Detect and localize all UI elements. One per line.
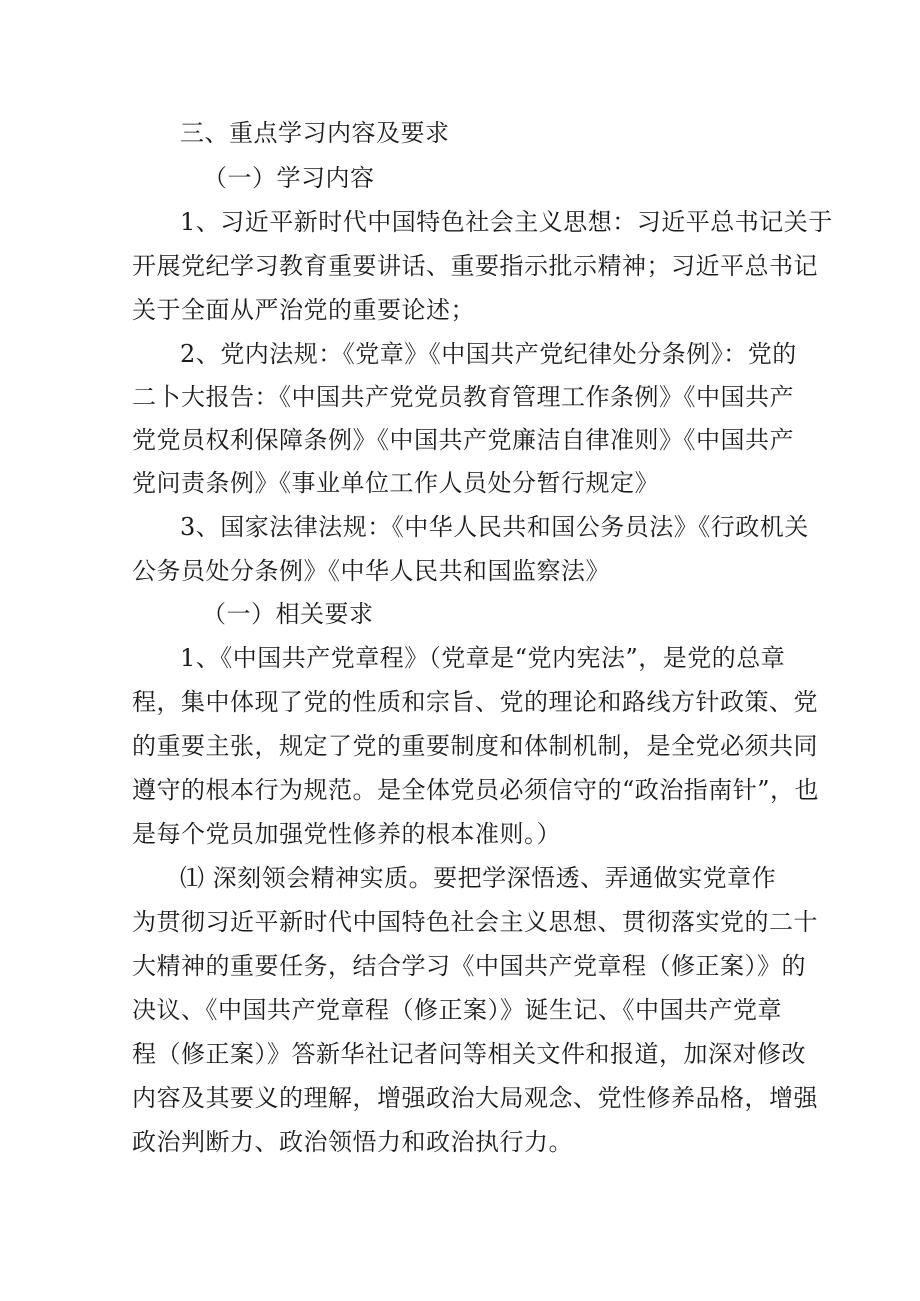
paragraph-line: 遵守的根本行为规范。是全体党员必须信守的“政治指南针”，也 <box>132 776 820 804</box>
section-title: 三、重点学习内容及要求 <box>180 119 450 147</box>
paragraph-line: 为贯彻习近平新时代中国特色社会主义思想、贯彻落实党的二十 <box>132 908 818 936</box>
paragraph-line: 大精神的重要任务，结合学习《中国共产党章程（修正案）》的 <box>132 952 806 980</box>
paragraph-line: 内容及其要义的理解，增强政治大局观念、党性修养品格，增强 <box>132 1084 818 1112</box>
sub-heading-requirements: （一）相关要求 <box>202 600 374 628</box>
paragraph-line: 2、党内法规：《党章》《中国共产党纪律处分条例》：党的 <box>180 340 797 368</box>
paragraph-line: 公务员处分条例》《中华人民共和国监察法》 <box>132 557 610 585</box>
paragraph-line: 党问责条例》《事业单位工作人员处分暂行规定》 <box>132 469 659 497</box>
paragraph-line: 程，集中体现了党的性质和宗旨、党的理论和路线方针政策、党 <box>132 688 818 716</box>
paragraph-line: 开展党纪学习教育重要讲话、重要指示批示精神；习近平总书记 <box>132 252 818 280</box>
paragraph-line: 决议、《中国共产党章程（修正案）》诞生记、《中国共产党章 <box>132 996 782 1024</box>
paragraph-line: 程（修正案）》答新华社记者问等相关文件和报道，加深对修改 <box>132 1040 806 1068</box>
paragraph-line: 1、《中国共产党章程》（党章是“党内宪法”，是党的总章 <box>180 644 786 672</box>
paragraph-line: 是每个党员加强党性修养的根本准则。） <box>132 820 561 848</box>
paragraph-line: 的重要主张，规定了党的重要制度和体制机制，是全党必须共同 <box>132 732 818 760</box>
paragraph-line: 3、国家法律法规：《中华人民共和国公务员法》《行政机关 <box>180 513 809 541</box>
paragraph-line: 1、习近平新时代中国特色社会主义思想：习近平总书记关于 <box>180 208 833 236</box>
paragraph-line: 二卜大报告：《中国共产党党员教育管理工作条例》《中国共产 <box>132 383 794 411</box>
paragraph-line: 政治判断力、政治领悟力和政治执行力。 <box>132 1128 573 1156</box>
paragraph-line: 关于全面从严治党的重要论述； <box>132 296 475 324</box>
sub-heading-content: （一）学习内容 <box>203 164 375 192</box>
paragraph-line: 党党员权利保障条例》《中国共产党廉洁自律准则》《中国共产 <box>132 426 794 454</box>
paragraph-line: ⑴ 深刻领会精神实质。要把学深悟透、弄通做实党章作 <box>180 864 777 892</box>
